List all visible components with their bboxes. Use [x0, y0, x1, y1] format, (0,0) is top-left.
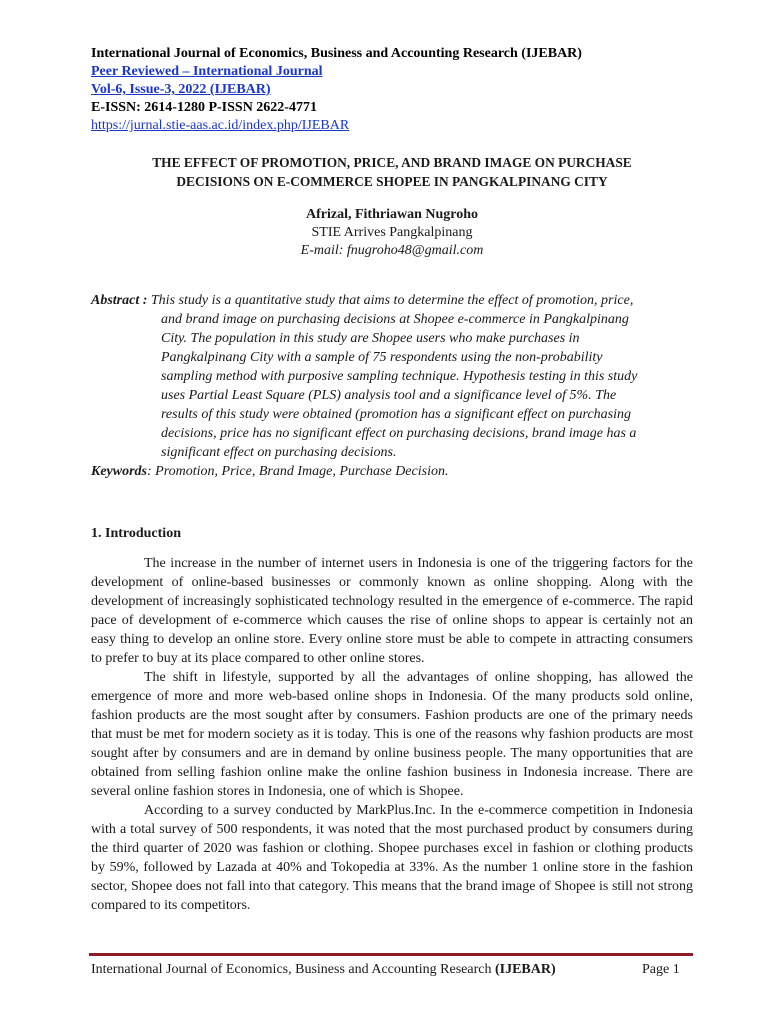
- journal-url-link[interactable]: https://jurnal.stie-aas.ac.id/index.php/IJEBAR: [91, 118, 350, 133]
- body-paragraph: According to a survey conducted by MarkPlus.Inc. In the e-commerce competition in Indonesia with a total survey of 500 respondents, it was noted that the most purchased product by consumers during the third quarter of 2020 was fashion or clothing. Shopee purchases excel in fashion or clothing products by 59%, followed by Lazada at 40% and Tokopedia at 33%. As the number 1 online store in the fashion sector, Shopee does not fall into that category. This means that the brand image of Shopee is still not strong compared to its competitors.: [91, 803, 693, 913]
- section-heading-introduction: 1. Introduction: [91, 526, 181, 541]
- footer-journal-abbr: (IJEBAR): [494, 962, 556, 977]
- page-number: Page 1: [642, 962, 680, 977]
- email-label: E-mail:: [300, 243, 344, 258]
- abstract-line: uses Partial Least Square (PLS) analysis tool and a significance level of 5%. The: [161, 388, 617, 403]
- issn-line: E-ISSN: 2614-1280 P-ISSN 2622-4771: [91, 100, 317, 115]
- peer-reviewed-link[interactable]: Peer Reviewed – International Journal: [91, 64, 323, 79]
- journal-name: International Journal of Economics, Business and Accounting Research (IJEBAR): [91, 46, 582, 61]
- paper-title: [92, 153, 692, 191]
- abstract-line: decisions, price has no significant effect on purchasing decisions, brand image has a: [161, 426, 637, 441]
- abstract-line: significant effect on purchasing decisions.: [161, 445, 397, 460]
- paper-authors: Afrizal, Fithriawan Nugroho: [305, 207, 478, 222]
- footer-journal: [91, 961, 556, 979]
- body-paragraph: The increase in the number of internet users in Indonesia is one of the triggering factors for the development of online-based businesses or commonly known as online shopping. Along with the development of increasingly sophisticated technology resulted in the emergence of e-commerce. The rapid pace of development of e-commerce which causes the rise of online shops to appear is certainly not an easy thing to develop an online store. Every online store must be able to compete in attracting consumers to prefer to buy at its place compared to other online stores.: [91, 556, 693, 666]
- footer-rule: [89, 953, 693, 956]
- abstract-label: Abstract :: [91, 293, 148, 308]
- abstract-line: City. The population in this study are Shopee users who make purchases in: [161, 331, 580, 346]
- abstract-line: and brand image on purchasing decisions at Shopee e-commerce in Pangkalpinang: [161, 312, 629, 327]
- keywords-text: : Promotion, Price, Brand Image, Purchase Decision.: [147, 464, 449, 479]
- author-email: [92, 242, 692, 260]
- paper-title-line-2: DECISIONS ON E-COMMERCE SHOPEE IN PANGKALPINANG CITY: [176, 174, 608, 189]
- footer-journal-name: International Journal of Economics, Business and Accounting Research: [91, 962, 495, 977]
- abstract-first-line: [91, 291, 693, 310]
- keywords-label: Keywords: [91, 464, 147, 479]
- body-paragraph: The shift in lifestyle, supported by all the advantages of online shopping, has allowed the emergence of more and more web-based online shops in Indonesia. Of the many products sold online, fashion products are the most sought after by consumers. Fashion products are one of the primary needs that must be met for modern society as it is today. This is one of the reasons why fashion products are most sought after by consumers and are in demand by online business people. The many opportunities that are obtained from selling fashion online make the online fashion business in Indonesia increase. There are several online fashion stores in Indonesia, one of which is Shopee.: [91, 670, 693, 799]
- journal-header: [91, 45, 691, 135]
- introduction-body: [91, 554, 693, 915]
- abstract-line: results of this study were obtained (promotion has a significant effect on purchasing: [161, 407, 632, 422]
- volume-issue-link[interactable]: Vol-6, Issue-3, 2022 (IJEBAR): [91, 82, 271, 97]
- author-affiliation: STIE Arrives Pangkalpinang: [311, 225, 473, 240]
- abstract-block: [91, 291, 693, 462]
- email-address: fnugroho48@gmail.com: [343, 243, 484, 258]
- abstract-line: Pangkalpinang City with a sample of 75 respondents using the non-probability: [161, 350, 603, 365]
- abstract-line: sampling method with purposive sampling technique. Hypothesis testing in this study: [161, 369, 638, 384]
- abstract-text-first: This study is a quantitative study that aims to determine the effect of promotion, price,: [147, 293, 634, 308]
- keywords-line: [91, 462, 693, 481]
- paper-title-line-1: THE EFFECT OF PROMOTION, PRICE, AND BRAND IMAGE ON PURCHASE: [152, 155, 632, 170]
